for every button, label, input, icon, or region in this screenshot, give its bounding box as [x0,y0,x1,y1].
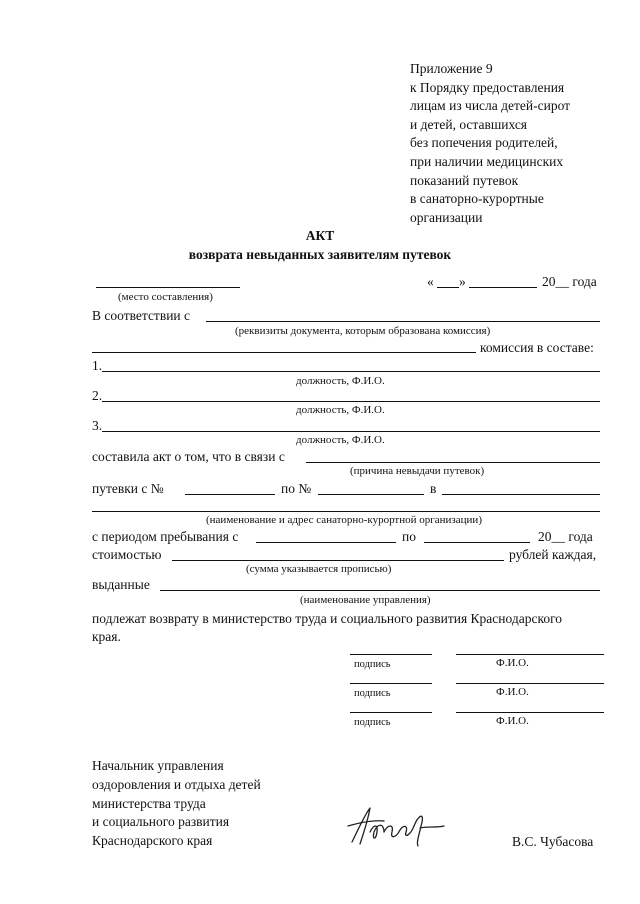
signature-line [350,683,432,684]
vouchers-to-label: по № [281,481,312,496]
reason-hint: (причина невыдачи путевок) [350,465,485,477]
chief-title-line: Краснодарского края [92,833,213,849]
appendix-line: показаний путевок [410,172,519,188]
cost-label: стоимостью [92,547,162,562]
signature-caption: подпись [354,659,391,670]
document-subtitle: возврата невыданных заявителям путевок [188,247,452,262]
cost-field [172,560,504,561]
signature-line [350,712,432,713]
appendix-line: к Порядку предоставления [410,79,565,95]
name-line [456,712,604,713]
member-number: 1. [92,358,103,373]
chief-name: В.С. Чубасова [512,834,594,849]
period-from-field [256,542,396,543]
name-caption: Ф.И.О. [496,715,529,727]
management-hint: (наименование управления) [300,594,431,606]
period-to-label: по [402,529,416,544]
document-title: АКТ [305,228,335,243]
commission-field [92,352,476,353]
date-close-quote: » [459,274,466,289]
member-hint: должность, Ф.И.О. [296,434,385,446]
return-text: подлежат возврату в министерство труда и социального развития Краснодарского [92,611,563,626]
signature-caption: подпись [354,717,391,728]
appendix-line: лицам из числа детей-сирот [410,98,571,114]
chief-title-line: и социального развития [92,814,230,830]
place-field [96,287,240,288]
date-month-field [469,287,537,288]
vouchers-in-label: в [430,481,437,496]
sum-hint: (сумма указывается прописью) [246,563,392,575]
name-line [456,683,604,684]
member-field [102,431,600,432]
signature-line [350,654,432,655]
organization-field [92,511,600,512]
appendix-line: организации [410,209,483,225]
appendix-line: Приложение 9 [410,61,493,76]
member-field [102,371,600,372]
name-caption: Ф.И.О. [496,657,529,669]
appendix-line: в санаторно-курортные [410,191,544,207]
chief-title-line: министерства труда [92,795,206,811]
vouchers-from-label: путевки с № [92,481,164,496]
cost-suffix: рублей каждая, [509,547,597,562]
name-caption: Ф.И.О. [496,686,529,698]
compiled-label: составила акт о том, что в связи с [92,449,285,464]
requisites-field [206,321,600,322]
member-number: 2. [92,388,103,403]
commission-label: комиссия в составе: [480,340,594,355]
date-day-field [437,287,459,288]
member-field [102,401,600,402]
name-line [456,654,604,655]
period-from-label: с периодом пребывания с [92,529,239,544]
handwritten-signature [344,802,450,850]
appendix-header [410,60,570,227]
issued-field [160,590,600,591]
date-open-quote: « [427,274,434,289]
reason-field [306,462,600,463]
date-year: 20__ года [542,274,597,289]
return-text-cont: края. [92,629,121,644]
chief-title [92,757,261,851]
voucher-in-field [442,494,600,495]
voucher-to-field [318,494,424,495]
place-hint: (место составления) [118,291,213,303]
member-hint: должность, Ф.И.О. [296,404,385,416]
period-year: 20__ года [538,529,593,544]
chief-title-line: Начальник управления [92,758,224,773]
appendix-line: и детей, оставшихся [410,116,528,132]
organization-hint: (наименование и адрес санаторно-курортной организации) [206,514,482,526]
signature-caption: подпись [354,688,391,699]
requisites-hint: (реквизиты документа, которым образована комиссия) [235,325,491,337]
appendix-line: при наличии медицинских [410,153,564,169]
chief-title-line: оздоровления и отдыха детей [92,776,261,792]
member-number: 3. [92,418,103,433]
issued-label: выданные [92,577,150,592]
period-to-field [424,542,530,543]
appendix-line: без попечения родителей, [410,135,558,151]
accordance-label: В соответствии с [92,308,191,323]
member-hint: должность, Ф.И.О. [296,375,385,387]
voucher-from-field [185,494,275,495]
